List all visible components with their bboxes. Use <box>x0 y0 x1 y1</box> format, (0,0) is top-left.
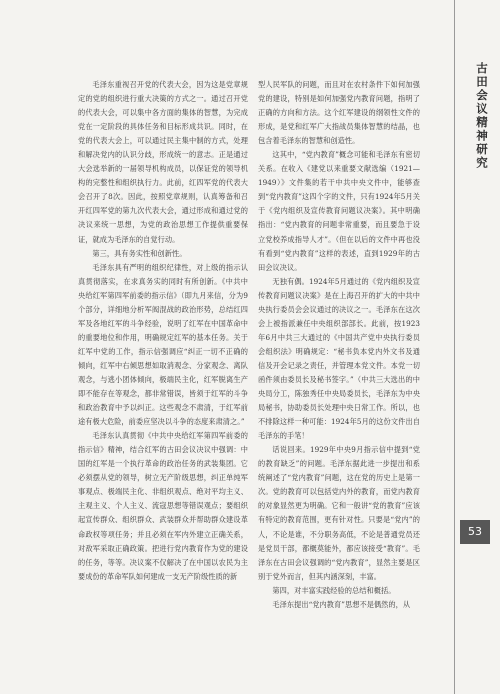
paragraph: 毛泽东重视召开党的代表大会，因为这是党章规定的党的组织进行重大决策的方式之一。通过召开党的代表大会，可以集中各方面的集体的智慧，为完成党在一定阶段的具体任务和目标形成共识。同时，在党的代表大会上，可以通过民主集中制的方式，处理和解决党内的认识分歧，形成统一的意志。正是通过大会选举新的一届领导机构成员，以保证党的领导机构的完整性和组织执行力。此前，红四军党的代表大会召开了8次。因此，按照党章规则，认真筹备和召开红四军党的第九次代表大会，通过形成和通过党的决议来统一思想，为党的政治思想工作提供重要保证，就成为毛泽东的自觉行动。 <box>78 80 248 244</box>
left-text-column <box>78 78 248 584</box>
paragraph: 第四，对丰富实践经验的总结和概括。 <box>272 585 396 595</box>
paragraph: 第三，具有务实性和创新性。 <box>92 248 187 258</box>
page-number: 53 <box>460 520 490 544</box>
right-text-column <box>258 78 420 612</box>
chapter-sidebar <box>440 0 500 694</box>
paragraph: 这其中，“党内教育”概念可能和毛泽东有密切关系。在收入《建党以来重要文献选编（1921—1949）》文件集的若干中共中央文件中，能够查到“党内教育”这四个字的文件，只有1924年5月关于《党内组织及宣传教育问题议决案》。其中明确指出：“党内教育的问题非常重要，而且要急于设立党校养成指导人才”。（但在以后的文件中再也没有看到“党内教育”这样的表述，直到1929年的古田会议决议。 <box>258 150 420 272</box>
sidebar-divider-line <box>454 0 455 694</box>
paragraph-continued: 型人民军队的问题，而且对在农村条件下如何加强党的建设，特别是如何加强党内教育问题，指明了正确的方向和方法。这个红军建设的纲领性文件的形成，是党和红军广大指战员集体智慧的结晶，也包含着毛泽东的智慧和创造性。 <box>258 80 420 146</box>
paragraph: 无独有偶。1924年5月通过的《党内组织及宣传教育问题议决案》是在上海召开的扩大的中共中央执行委员会会议通过的决议之一。毛泽东在这次会上被指派兼任中央组织部部长。此前，按1923年6月中共三大通过的《中国共产党中央执行委员会组织法》明确规定：“秘书负本党内外文书及通信及开会记录之责任，并管理本党文件。本党一切函件须由委员长及秘书签字。”（中共三大选出的中央局分工，陈独秀任中央局委员长，毛泽东为中央局秘书，协助委员长处理中央日常工作。所以，也不排除这样一种可能：1924年5月的这份文件出自毛泽东的手笔！ <box>258 276 420 441</box>
paragraph: 毛泽东认真贯彻《中共中央给红军第四军前委的指示信》精神，结合红军的古田会议决议中强调：中国的红军是一个执行革命的政治任务的武装集团。它必须摆从党的领导，树立无产阶级思想，纠正单纯军事观点、极端民主化、非组织观点、绝对平均主义、主观主义、个人主义、流寇思想等错误观点；要组织起宣传群众、组织群众、武装群众并帮助群众建设革命政权等项任务；并且必须在军内外建立正确关系，对敌军采取正确政策。把进行党内教育作为党的建设的任务，等等。决议案不仅解决了在中国以农民为主要成份的革命军队如何建成一支无产阶级性质的新 <box>78 431 248 581</box>
paragraph: 毛泽东提出“党内教育”思想不是偶然的，从 <box>272 599 411 609</box>
paragraph: 毛泽东具有严明的组织纪律性，对上级的指示认真贯彻落实，在求真务实的同时有所创新。《中共中央给红军第四军前委的指示信》（即九月来信，分为9个部分，详细地分析军阀混战的政治形势，总结红四军及各地红军的斗争经验，说明了红军在中国革命中的重要地位和作用，明确规定红军的基本任务。关于红军中党的工作，指示信强调应“纠正一切不正确的倾向，红军中右倾思想如取消观念、分家观念、离队观念，与逃小团体倾向，极端民主化，红军脱离生产即不能存在等观念，都非常错误，皆须于红军的斗争和政治教育中予以纠正。这些观念不肃清，于红军前途有极大危险，前委应坚决以斗争的态度来肃清之。” <box>78 262 248 427</box>
paragraph: 话说回来。1929年中央9月指示信中提到“党的教育缺乏”的问题。毛泽东据此进一步提出和系统阐述了“党内教育”问题，这在党的历史上是第一次。党的教育可以包括党内外的教育，而党内教育的对象显然更为明确。它和一般讲“党的教育”应该有特定的教育范围，更有针对性。只要是“党内”的人，不论是谁，不分职务高低，不论是普通党员还是党员干部，都概莫能外，都应该接受“教育”。毛泽东在古田会议强调的“党内教育”，显然主要是区别于党外而言，但其内涵深刻，丰富。 <box>258 445 420 581</box>
running-title: 古田会议精神研究 <box>475 62 489 170</box>
